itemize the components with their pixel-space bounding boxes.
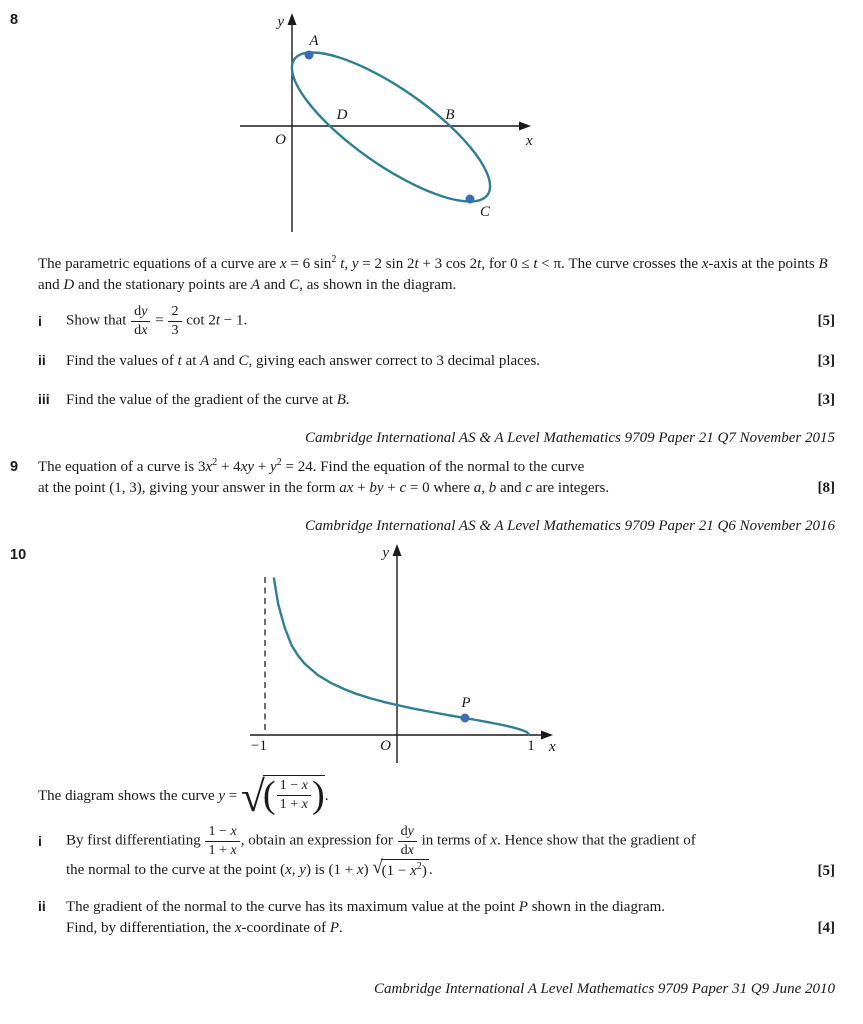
q9-marks: [8] [817, 479, 835, 496]
origin-label: O [275, 132, 286, 148]
q10-part-i [38, 824, 835, 859]
q8-part-ii-marks: [3] [817, 352, 835, 369]
y-axis-label: y [382, 544, 389, 561]
q8-part-i-marks: [5] [817, 312, 835, 329]
q10-attribution: Cambridge International A Level Mathematics 9709 Paper 31 Q9 June 2010 [373, 980, 835, 997]
q9-attribution: Cambridge International AS & A Level Mathematics 9709 Paper 21 Q6 November 2016 [305, 517, 835, 534]
q8-part-ii-text: Find the values of t at A and C, giving each answer correct to 3 decimal places. [66, 352, 541, 369]
y-axis-arrow-icon [288, 13, 297, 25]
point-d-label: D [336, 107, 348, 123]
q10-part-ii-line2: Find, by differentiation, the x-coordinate of P. [66, 919, 343, 936]
q8-diagram [0, 0, 863, 245]
q10-part-i-line1: By first differentiating $\frac{1 - x}{1 + x}$ , obtain an expression for $\frac{dy}{dx}$ in terms of x. Hence show that the gradient of [66, 823, 696, 858]
q9-text-line2-row [38, 478, 835, 499]
point-a-label: A [309, 33, 319, 49]
x-axis-label: x [526, 133, 533, 149]
q8-part-ii-label: ii [38, 351, 46, 368]
point-b-label: B [445, 107, 455, 123]
q8-part-iii-marks: [3] [817, 391, 835, 408]
q8-part-iii-text: Find the value of the gradient of the curve at B. [66, 391, 350, 408]
tick-one-label: 1 [527, 737, 535, 754]
point-a-dot [305, 51, 314, 60]
function-curve [274, 577, 530, 735]
q8-part-ii [38, 350, 835, 372]
q8-part-iii [38, 389, 835, 411]
q10-intro-text: The diagram shows the curve y = √( $\frac{1 - x}{1 + x}$ ). [38, 772, 329, 821]
q10-part-i-marks: [5] [817, 862, 835, 879]
question-9-number: 9 [10, 458, 19, 475]
point-p-dot [461, 713, 470, 722]
q10-part-i-line2: the normal to the curve at the point (x, y) is (1 + x) $√(1 - x^2)$ . [66, 859, 806, 882]
x-axis-label: x [549, 738, 556, 755]
q10-part-ii-line1: The gradient of the normal to the curve has its maximum value at the point P shown in the diagram. [66, 898, 666, 915]
q10-curve-figure [0, 537, 863, 765]
tick-minus-one-label: −1 [251, 737, 267, 754]
q8-part-i-text: Show that $\frac{dy}{dx}$ = $\frac{2}{3}$ cot 2t − 1. [66, 303, 248, 338]
point-c-label: C [479, 204, 491, 220]
y-axis-arrow-icon [393, 544, 402, 556]
point-p-label: P [461, 694, 471, 711]
point-c-dot [466, 195, 475, 204]
q10-part-ii-label: ii [38, 897, 46, 914]
origin-label: O [380, 737, 391, 754]
question-10 [10, 537, 835, 1000]
question-10-number: 10 [10, 546, 27, 563]
q8-attribution: Cambridge International AS & A Level Mathematics 9709 Paper 21 Q7 November 2015 [305, 429, 835, 446]
q10-part-ii-line2-row [38, 918, 835, 939]
q8-part-iii-label: iii [38, 390, 50, 407]
y-axis-label: y [277, 14, 284, 30]
q8-part-i-label: i [38, 312, 42, 329]
q10-diagram [0, 537, 863, 772]
q9-text-line2: at the point (1, 3), giving your answer in the form ax + by + c = 0 where a, b and c are integers. [38, 479, 610, 496]
q8-parametric-ellipse-figure [0, 0, 863, 238]
question-9 [10, 456, 835, 537]
q9-text-line1: The equation of a curve is $3x^2 + 4xy + y^2 = 24$. Find the equation of the normal to the curve [38, 456, 585, 475]
question-8-number: 8 [10, 12, 19, 28]
q10-part-ii [38, 896, 835, 918]
question-8 [10, 0, 835, 449]
q10-part-ii-marks: [4] [817, 919, 835, 936]
q8-part-i [38, 304, 835, 339]
q10-part-i-label: i [38, 832, 42, 849]
q8-intro-text: The parametric equations of a curve are x = 6 $\sin^2 t$, y = 2 sin 2t + 3 cos 2t, for 0 ≤ t < π. The curve crosses the x-axis at the points B and D and the stationary points are A and C, as shown in the diagram. [38, 254, 828, 293]
q10-part-i-line2-row [38, 856, 835, 882]
x-axis-arrow-icon [519, 122, 531, 131]
